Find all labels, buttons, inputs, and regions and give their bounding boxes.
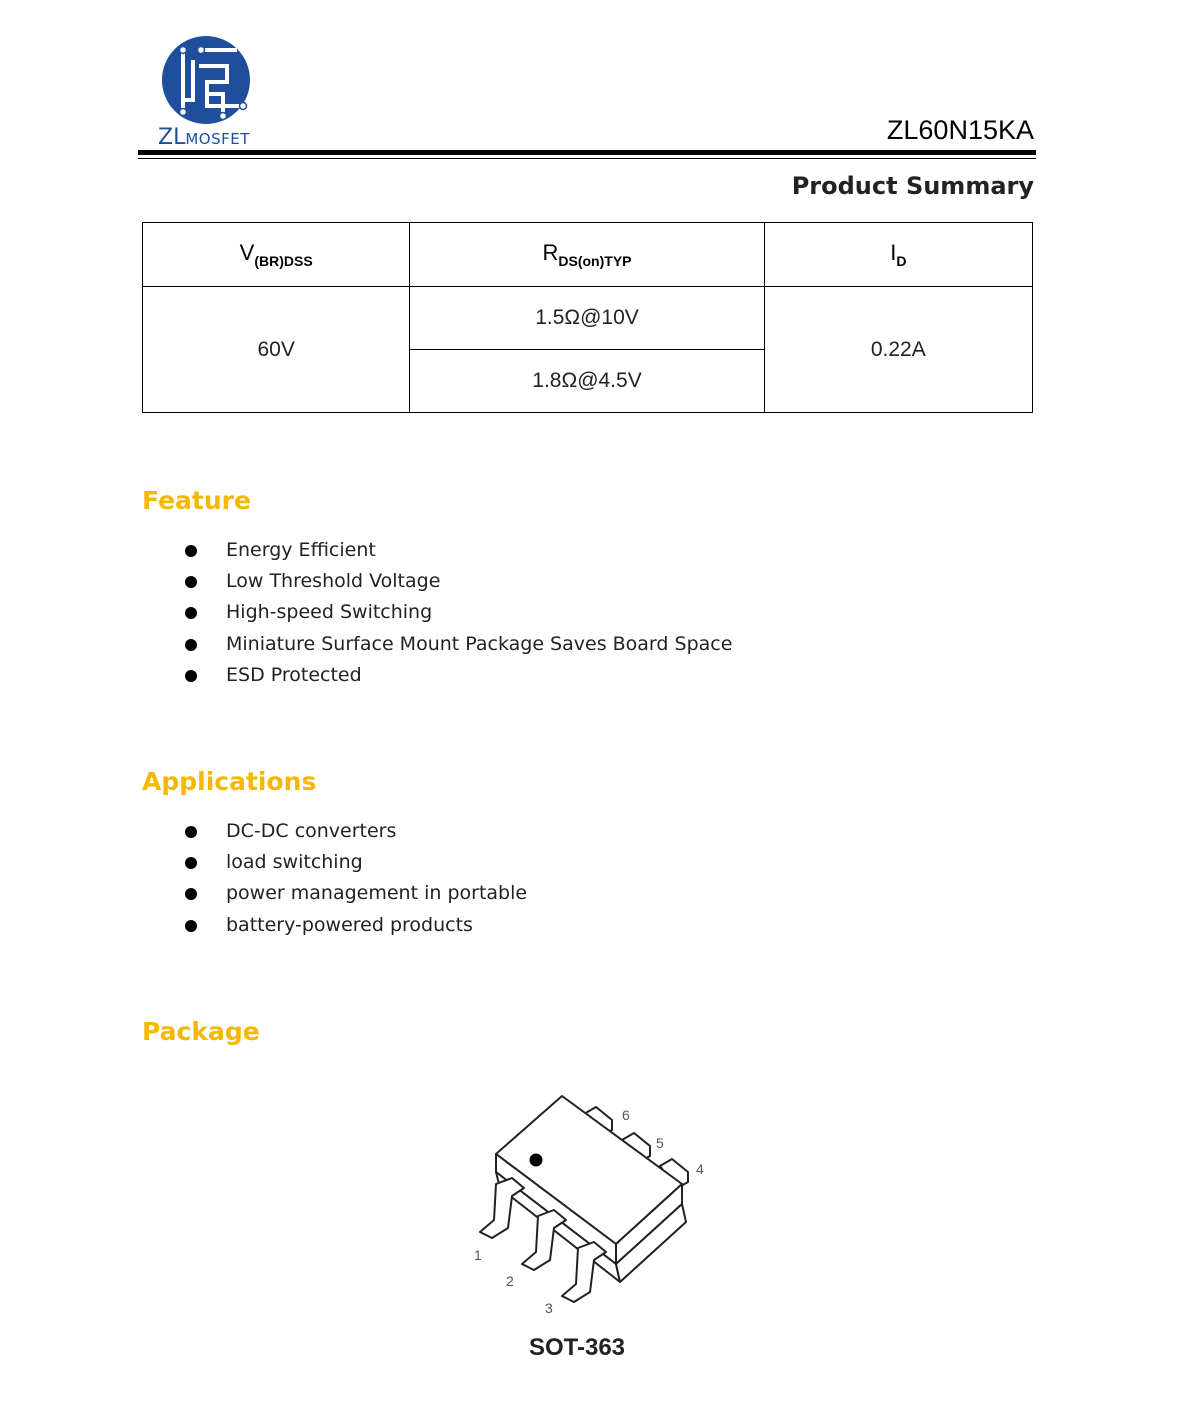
feature-heading: Feature bbox=[142, 486, 251, 515]
header-rule-thin bbox=[138, 158, 1036, 159]
part-number: ZL60N15KA bbox=[886, 115, 1034, 145]
sot363-package-illustration bbox=[470, 1092, 710, 1322]
list-item: power management in portable bbox=[185, 878, 527, 909]
pin-2-label: 2 bbox=[506, 1273, 514, 1289]
pin-6-label: 6 bbox=[622, 1107, 630, 1123]
package-heading: Package bbox=[142, 1017, 260, 1046]
product-summary-table bbox=[142, 222, 1033, 413]
cell-id: 0.22A bbox=[764, 287, 1032, 413]
pin-5-label: 5 bbox=[656, 1135, 664, 1151]
list-item: Energy Efficient bbox=[185, 535, 732, 566]
header-vbrdss: $V_{(BR)DSS}$ bbox=[143, 223, 410, 287]
logo-wordmark: ZLMOSFET bbox=[158, 125, 250, 150]
list-item: load switching bbox=[185, 847, 527, 878]
pin-4-label: 4 bbox=[696, 1161, 704, 1177]
list-item: Low Threshold Voltage bbox=[185, 566, 732, 597]
list-item: DC-DC converters bbox=[185, 816, 527, 847]
cell-vbrdss: 60V bbox=[143, 287, 410, 413]
feature-list bbox=[185, 535, 732, 691]
list-item: battery-powered products bbox=[185, 910, 527, 941]
pin-3-label: 3 bbox=[545, 1300, 553, 1316]
applications-heading: Applications bbox=[142, 767, 317, 796]
pin-1-label: 1 bbox=[474, 1247, 482, 1263]
applications-list bbox=[185, 816, 527, 941]
list-item: ESD Protected bbox=[185, 660, 732, 691]
header-rdson: $R_{DS(on)TYP}$ bbox=[410, 223, 764, 287]
list-item: High-speed Switching bbox=[185, 597, 732, 628]
cell-rdson-4v5: 1.8Ω@4.5V bbox=[410, 350, 764, 413]
table-header-row bbox=[143, 223, 1033, 287]
cell-rdson-10v: 1.5Ω@10V bbox=[410, 287, 764, 350]
product-summary-title: Product Summary bbox=[791, 172, 1034, 200]
package-label: SOT-363 bbox=[528, 1334, 626, 1361]
list-item: Miniature Surface Mount Package Saves Board Space bbox=[185, 629, 732, 660]
table-row bbox=[143, 287, 1033, 350]
header-rule bbox=[138, 150, 1036, 155]
header-id: $I_D$ bbox=[764, 223, 1032, 287]
